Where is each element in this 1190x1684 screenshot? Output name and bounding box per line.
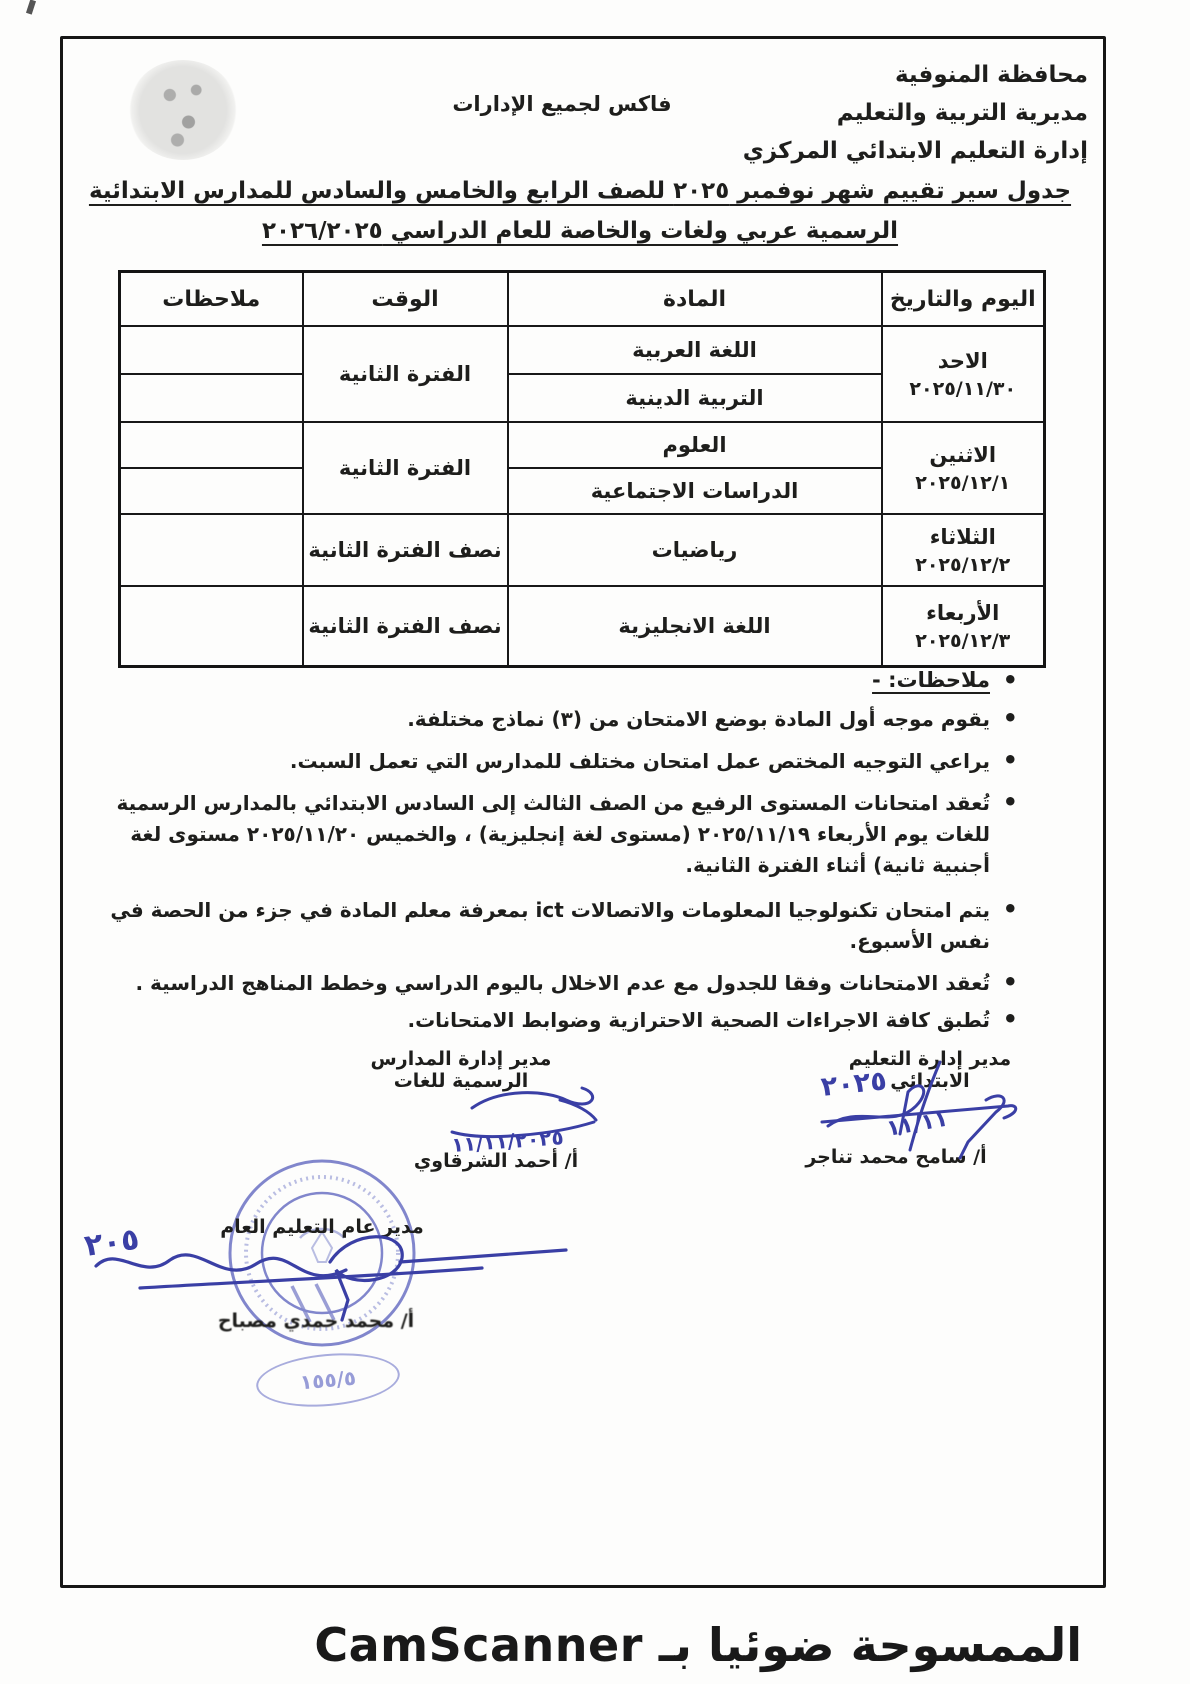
signature-scrawl-year-primary: ٢٠٢٥ — [819, 1065, 889, 1103]
time-cell: الفترة الثانية — [303, 326, 508, 422]
day-name: الثلاثاء — [929, 525, 996, 549]
subject-cell: العلوم — [508, 422, 882, 468]
subject-cell: اللغة العربية — [508, 326, 882, 374]
table-header-row — [120, 272, 1045, 327]
day-date: ٢٠٢٥/١١/٣٠ — [909, 378, 1017, 400]
notes-list — [70, 704, 1020, 1047]
org-line-administration: إدارة التعليم الابتدائي المركزي — [742, 138, 1088, 164]
signature-title-general-director: مدير عام التعليم العام — [220, 1216, 424, 1238]
signature-scrawl-number-general-director: ٢٠٥ — [82, 1221, 142, 1264]
note-item: • يتم امتحان تكنولوجيا المعلومات والاتصالات ict بمعرفة معلم المادة في جزء من الحصة في نفس الأسبوع. — [70, 895, 1020, 957]
time-cell: نصف الفترة الثانية — [303, 586, 508, 667]
table-row-sunday — [120, 326, 1045, 374]
note-item: • تُطبق كافة الاجراءات الصحية الاحترازية وضوابط الامتحانات. — [70, 1005, 1020, 1036]
table-row-tuesday — [120, 514, 1045, 586]
org-line-governorate: محافظة المنوفية — [894, 62, 1088, 88]
column-header-day-date: اليوم والتاريخ — [882, 272, 1045, 327]
document-title-line2: الرسمية عربي ولغات والخاصة للعام الدراسي ٢٠٢٦/٢٠٢٥ — [261, 218, 899, 244]
notes-heading — [872, 668, 1020, 692]
day-cell — [882, 514, 1045, 586]
notes-heading-text: ملاحظات: - — [872, 668, 990, 692]
signature-name-primary: أ/ سامح محمد تناجر — [805, 1146, 987, 1168]
column-header-notes: ملاحظات — [120, 272, 303, 327]
subject-cell: التربية الدينية — [508, 374, 882, 422]
scan-edge-mark — [26, 0, 36, 15]
signature-scrawl-date-language-schools: ١١/١١/٢٠٢٥ — [450, 1125, 565, 1157]
eagle-emblem-stamp-icon — [128, 60, 238, 160]
camscanner-watermark: الممسوحة ضوئيا بـ CamScanner — [314, 1618, 1082, 1672]
time-cell: الفترة الثانية — [303, 422, 508, 514]
header-org-block — [743, 56, 1088, 170]
subject-cell: الدراسات الاجتماعية — [508, 468, 882, 514]
day-cell — [882, 422, 1045, 514]
fax-note: فاكس لجميع الإدارات — [452, 92, 672, 116]
day-name: الاثنين — [929, 443, 997, 467]
signature-name-language-schools: أ/ أحمد الشرقاوي — [413, 1150, 579, 1172]
notes-cell — [120, 514, 303, 586]
note-item: • تُعقد الامتحانات وفقا للجدول مع عدم الاخلال باليوم الدراسي وخطط المناهج الدراسية . — [70, 968, 1020, 999]
notes-cell — [120, 422, 303, 468]
day-date: ٢٠٢٥/١٢/٣ — [915, 630, 1011, 652]
column-header-subject: المادة — [508, 272, 882, 327]
table-row-wednesday — [120, 586, 1045, 667]
column-header-time: الوقت — [303, 272, 508, 327]
table-row-monday — [120, 422, 1045, 468]
day-name: الأربعاء — [926, 601, 1000, 625]
signature-name-general-director: أ/ محمد حمدي مصباح — [217, 1310, 415, 1332]
day-cell — [882, 326, 1045, 422]
day-name: الاحد — [937, 349, 988, 373]
note-item: • يراعي التوجيه المختص عمل امتحان مختلف للمدارس التي تعمل السبت. — [70, 746, 1020, 777]
notes-cell — [120, 586, 303, 667]
notes-cell — [120, 468, 303, 514]
oval-stamp-number: ١٥٥/٥ — [298, 1365, 358, 1395]
notes-cell — [120, 374, 303, 422]
exam-schedule-table — [118, 270, 1046, 668]
subject-cell: اللغة الانجليزية — [508, 586, 882, 667]
note-item: • يقوم موجه أول المادة بوضع الامتحان من (٣) نماذج مختلفة. — [70, 704, 1020, 735]
signature-title-language-schools: مدير إدارة المدارس الرسمية للغات — [370, 1048, 552, 1092]
signature-title-primary: مدير إدارة التعليم الابتدائي — [848, 1048, 1012, 1092]
day-cell — [882, 586, 1045, 667]
note-item: • تُعقد امتحانات المستوى الرفيع من الصف الثالث إلى السادس الابتدائي بالمدارس الرسمية للغات يوم الأربعاء ٢٠٢٥/١١/١٩ (مستوى لغة إنجليزية) ، والخميس ٢٠٢٥/١١/٢٠ مستوى لغة أجنبية ثانية) أثناء الفترة الثانية. — [70, 788, 1020, 881]
day-date: ٢٠٢٥/١٢/٢ — [915, 554, 1011, 576]
document-title-line1: جدول سير تقييم شهر نوفمبر ٢٠٢٥ للصف الرابع والخامس والسادس للمدارس الابتدائية — [88, 178, 1072, 204]
day-date: ٢٠٢٥/١٢/١ — [915, 472, 1011, 494]
signature-scrawl-date-primary: ١١/١١ — [884, 1106, 950, 1142]
notes-cell — [120, 326, 303, 374]
subject-cell: رياضيات — [508, 514, 882, 586]
time-cell: نصف الفترة الثانية — [303, 514, 508, 586]
org-line-directorate: مديرية التربية والتعليم — [836, 100, 1088, 126]
